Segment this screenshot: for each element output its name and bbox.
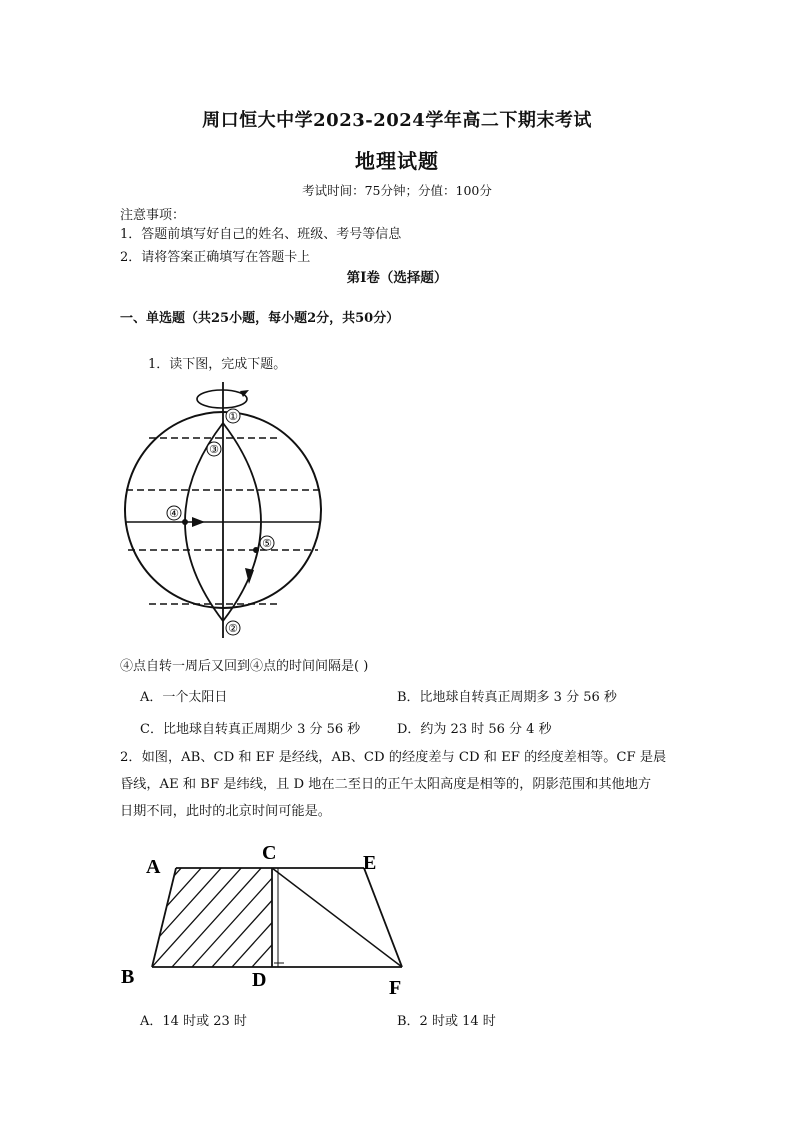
q1-stem: ④点自转一周后又回到④点的时间间隔是( ) (120, 659, 369, 674)
label-1: ① (228, 411, 238, 423)
q1-option-d: D．约为 23 时 56 分 4 秒 (397, 722, 552, 737)
q2-option-a: A．14 时或 23 时 (140, 1014, 247, 1029)
q2-stem-line-3: 日期不同，此时的北京时间可能是。 (120, 804, 331, 819)
globe-diagram (112, 380, 342, 642)
label-c: C (262, 842, 277, 864)
rotation-arrow (197, 390, 247, 408)
q1-option-a: A．一个太阳日 (140, 690, 228, 705)
exam-title: 周口恒大中学2023-2024学年高二下期末考试 (202, 110, 592, 131)
label-f: F (389, 977, 402, 999)
point-4-arrow (192, 517, 205, 527)
terminator-diagram (112, 836, 422, 1000)
notice-item-2: 2．请将答案正确填写在答题卡上 (120, 250, 311, 265)
q2-stem-line-2: 昏线，AE 和 BF 是纬线，且 D 地在二至日的正午太阳高度是相等的，阴影范围和其他地方 (120, 777, 652, 792)
label-5: ⑤ (262, 538, 272, 550)
label-d: D (252, 969, 267, 991)
label-e: E (363, 852, 377, 874)
section-title: 一、单选题（共25小题，每小题2分，共50分） (120, 311, 400, 326)
label-3: ③ (209, 444, 219, 456)
label-4: ④ (169, 508, 179, 520)
q2-stem (120, 744, 680, 825)
q1-option-c: C．比地球自转真正周期少 3 分 56 秒 (140, 722, 361, 737)
meridian-ab (152, 868, 176, 967)
label-b: B (121, 966, 135, 988)
label-2: ② (228, 623, 238, 635)
point-4-dot (182, 519, 188, 525)
notice-heading: 注意事项： (120, 208, 186, 223)
notice-item-1: 1．答题前填写好自己的姓名、班级、考号等信息 (120, 227, 402, 242)
volume-title: 第I卷（选择题） (346, 270, 448, 286)
subject-title: 地理试题 (355, 149, 439, 173)
exam-info: 考试时间：75分钟；分值：100分 (302, 183, 492, 198)
q1-option-b: B．比地球自转真正周期多 3 分 56 秒 (397, 690, 617, 705)
q1-intro: 1．读下图，完成下题。 (148, 357, 287, 372)
label-a: A (146, 856, 161, 878)
q2-option-b: B．2 时或 14 时 (397, 1014, 496, 1029)
point-5-dot (253, 547, 259, 553)
q2-stem-line-1: 2．如图，AB、CD 和 EF 是经线，AB、CD 的经度差与 CD 和 EF 的经度差相等。CF 是晨 (120, 750, 667, 765)
